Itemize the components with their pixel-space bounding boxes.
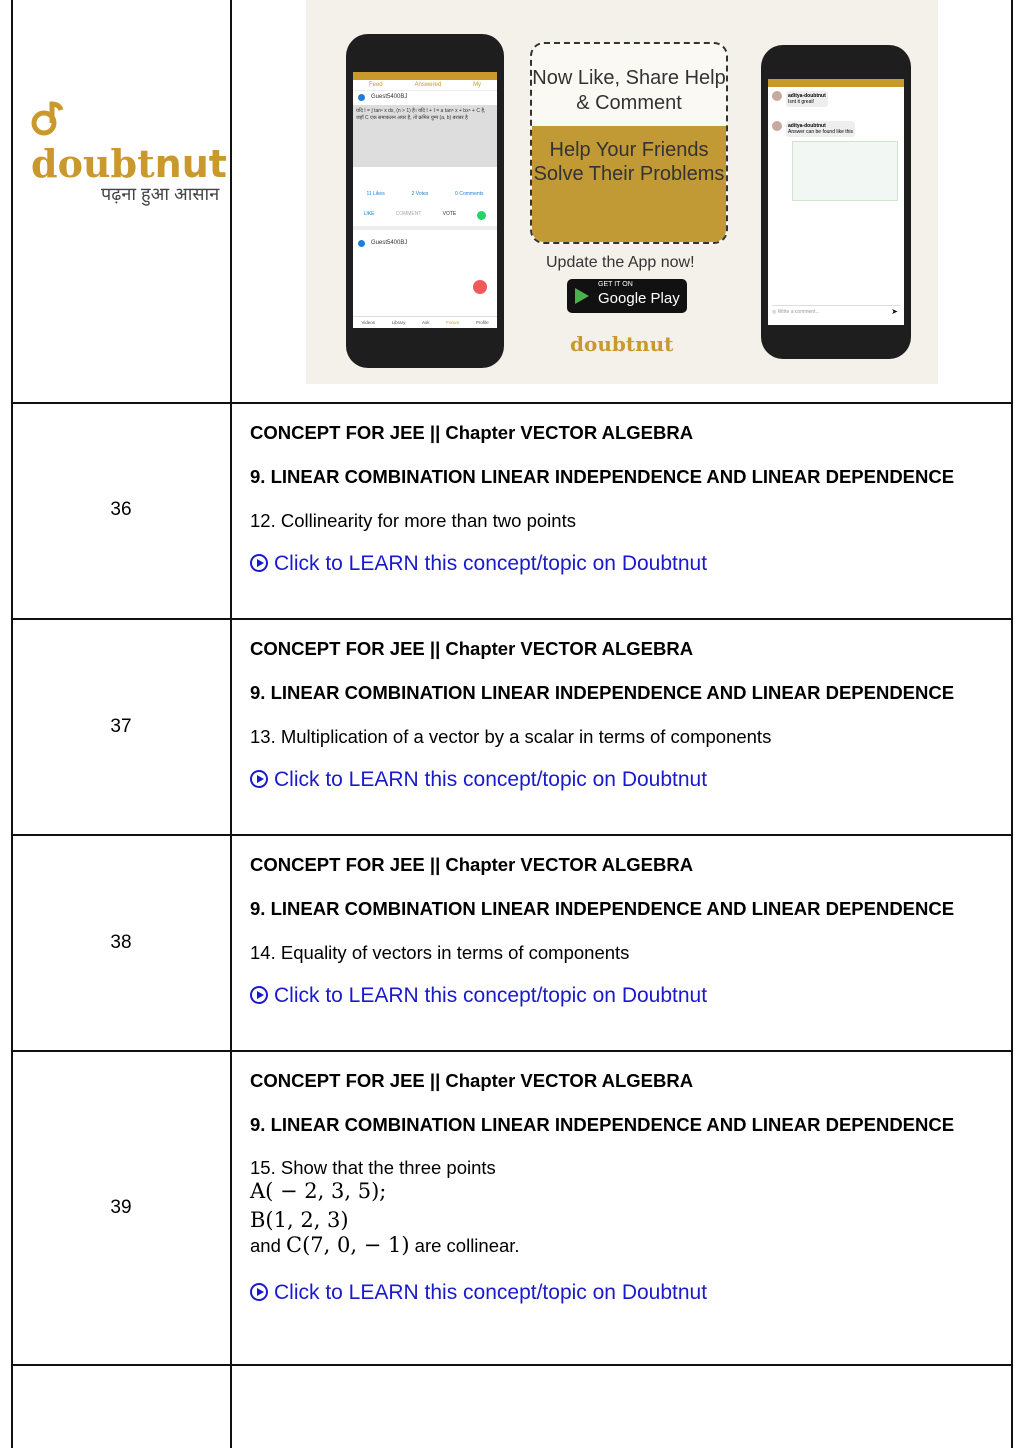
logo-note-icon xyxy=(31,100,65,141)
tab-answered[interactable]: Answered xyxy=(414,82,442,88)
post-stats xyxy=(353,191,497,197)
learn-link[interactable] xyxy=(250,552,1003,576)
learn-link-text[interactable]: Click to LEARN this concept/topic on Doubtnut xyxy=(274,552,708,575)
store-small-text: GET IT ON xyxy=(598,281,633,288)
learn-link-text[interactable]: Click to LEARN this concept/topic on Doubtnut xyxy=(274,1281,708,1304)
question-image: यदि I = ∫ tanⁿ x dx, (n > 1) है। यदि I + I = a tan⁵ x + bx⁵ + C है, जहाँ C एक समाकलन अचर है, तो क्रमित युग्म (a, b) बराबर है xyxy=(353,105,497,167)
topic-text: 15. Show that the three points xyxy=(250,1157,496,1178)
doubtnut-logo xyxy=(31,100,231,206)
play-store-icon xyxy=(575,288,589,304)
post-header xyxy=(353,91,497,103)
nav-videos[interactable]: Videos xyxy=(361,320,375,325)
section-title: 9. LINEAR COMBINATION LINEAR INDEPENDENCE AND LINEAR DEPENDENCE xyxy=(250,682,955,703)
logo-word-nut: nut xyxy=(154,142,227,186)
nav-library[interactable]: Library xyxy=(391,320,406,325)
votes-count: 2 Votes xyxy=(411,191,429,197)
tab-feed[interactable]: Feed xyxy=(368,82,383,88)
update-app-text: Update the App now! xyxy=(546,254,695,271)
chat-text: Isnt it great! xyxy=(788,99,815,105)
google-play-button[interactable] xyxy=(567,279,687,313)
section-title: 9. LINEAR COMBINATION LINEAR INDEPENDENCE AND LINEAR DEPENDENCE xyxy=(250,466,955,487)
learn-link-text[interactable]: Click to LEARN this concept/topic on Doubtnut xyxy=(274,984,708,1007)
whatsapp-share-icon[interactable] xyxy=(477,211,486,220)
learn-link[interactable] xyxy=(250,984,1003,1008)
promo-highlight: Help Your Friends Solve Their Problems xyxy=(532,126,726,242)
like-button[interactable]: LIKE xyxy=(363,211,375,217)
row-divider xyxy=(11,1364,1013,1366)
row-number: 38 xyxy=(110,932,132,953)
table-border-right xyxy=(1011,0,1013,1448)
row-content xyxy=(250,422,1003,576)
comment-input[interactable]: Write a comment... xyxy=(777,309,820,315)
phone-right-screen xyxy=(768,79,904,325)
topic-text: 14. Equality of vectors in terms of components xyxy=(250,942,630,963)
chat-sender: aditya-doubtnut xyxy=(788,93,826,99)
phone-right xyxy=(761,45,911,359)
row-content xyxy=(250,854,1003,1008)
row-divider xyxy=(11,618,1013,620)
point-b: B(1, 2, 3) xyxy=(250,1208,349,1232)
concept-heading: CONCEPT FOR JEE || Chapter VECTOR ALGEBRA xyxy=(250,638,694,659)
play-circle-icon xyxy=(250,1283,268,1301)
section-title: 9. LINEAR COMBINATION LINEAR INDEPENDENCE AND LINEAR DEPENDENCE xyxy=(250,898,955,919)
post-header-2 xyxy=(353,226,497,249)
concept-heading: CONCEPT FOR JEE || Chapter VECTOR ALGEBRA xyxy=(250,854,694,875)
bottom-nav xyxy=(353,316,497,328)
point-c: C(7, 0, − 1) xyxy=(286,1233,410,1257)
promo-headline: Now Like, Share Help & Comment xyxy=(532,67,726,114)
row-number: 39 xyxy=(110,1197,132,1218)
topic-text: 13. Multiplication of a vector by a scalar in terms of components xyxy=(250,726,772,747)
row-number: 36 xyxy=(110,499,132,520)
row-content xyxy=(250,1070,1003,1305)
status-bar xyxy=(768,79,904,87)
banner-brand: doubtnut xyxy=(570,332,674,356)
and-text: and xyxy=(250,1235,281,1256)
play-circle-icon xyxy=(250,986,268,1004)
camera-icon[interactable]: ◎ xyxy=(772,309,777,315)
chat-message xyxy=(768,87,904,107)
likes-count: 11 Likes xyxy=(366,191,385,197)
row-divider xyxy=(11,402,1013,404)
nav-forum[interactable]: Forum xyxy=(446,320,460,325)
feed-tabs xyxy=(353,80,497,91)
row-divider xyxy=(11,1050,1013,1052)
user-icon xyxy=(358,94,365,101)
tab-my[interactable]: My xyxy=(473,82,482,88)
learn-link[interactable] xyxy=(250,768,1003,792)
concept-heading: CONCEPT FOR JEE || Chapter VECTOR ALGEBRA xyxy=(250,422,694,443)
learn-link-text[interactable]: Click to LEARN this concept/topic on Doubtnut xyxy=(274,768,708,791)
send-icon[interactable]: ➤ xyxy=(891,307,898,316)
vote-button[interactable]: VOTE xyxy=(442,211,457,217)
store-big-text: Google Play xyxy=(598,290,680,307)
nav-profile[interactable]: Profile xyxy=(475,320,489,325)
post-user-2: Guest5400BJ xyxy=(371,240,408,246)
post-actions xyxy=(353,211,497,220)
user-icon xyxy=(358,240,365,247)
avatar xyxy=(772,121,782,131)
section-title: 9. LINEAR COMBINATION LINEAR INDEPENDENCE AND LINEAR DEPENDENCE xyxy=(250,1114,955,1135)
chat-sender: aditya-doubtnut xyxy=(788,123,826,129)
app-promo-banner xyxy=(306,0,938,384)
status-bar xyxy=(353,72,497,80)
play-circle-icon xyxy=(250,770,268,788)
row-number: 37 xyxy=(110,716,132,737)
floating-action-button[interactable] xyxy=(473,280,487,294)
solution-image xyxy=(792,141,898,201)
logo-word-doubt: doubt xyxy=(31,141,155,186)
topic-text: 12. Collinearity for more than two points xyxy=(250,510,576,531)
promo-box xyxy=(530,42,728,244)
chat-text: Answer can be found like this xyxy=(788,129,854,135)
phone-left xyxy=(346,34,504,368)
learn-link[interactable] xyxy=(250,1281,1003,1305)
chat-message xyxy=(768,107,904,137)
play-circle-icon xyxy=(250,554,268,572)
point-a: A( − 2, 3, 5); xyxy=(250,1179,387,1203)
concept-heading: CONCEPT FOR JEE || Chapter VECTOR ALGEBRA xyxy=(250,1070,694,1091)
document-table xyxy=(11,0,1013,1448)
comment-button[interactable]: COMMENT xyxy=(395,211,422,217)
comment-input-bar xyxy=(772,305,900,321)
post-user: Guest5400BJ xyxy=(371,94,408,100)
comments-count: 0 Comments xyxy=(455,191,484,197)
avatar xyxy=(772,91,782,101)
tail-text: are collinear. xyxy=(414,1235,520,1256)
nav-ask[interactable]: Ask xyxy=(422,320,430,325)
logo-tagline: पढ़ना हुआ आसान xyxy=(101,184,220,204)
phone-left-screen xyxy=(353,72,497,328)
row-content xyxy=(250,638,1003,792)
row-divider xyxy=(11,834,1013,836)
